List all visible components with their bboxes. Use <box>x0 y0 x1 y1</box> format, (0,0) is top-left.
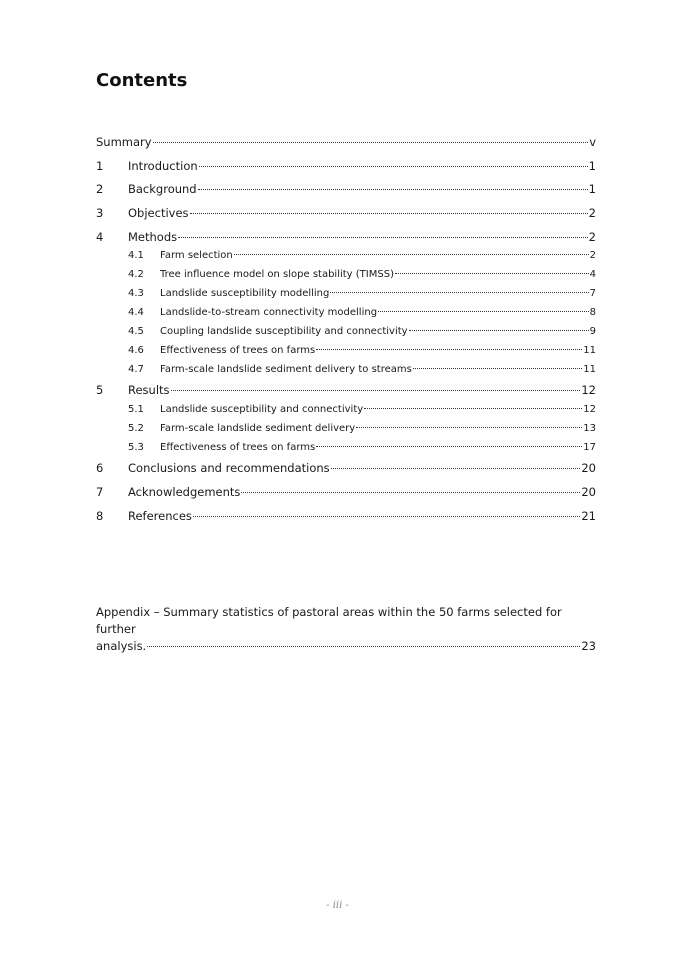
toc-entry-number: 2 <box>96 182 104 197</box>
toc-entry-page-number: 2 <box>588 206 596 221</box>
toc-entry-label: Acknowledgements <box>128 484 241 499</box>
dot-leader <box>234 254 589 255</box>
appendix-label-line1: Appendix – Summary statistics of pastoral areas within the 50 farms selected for further <box>96 605 562 636</box>
toc-entry[interactable] <box>96 363 596 377</box>
toc-entry-page-number: 12 <box>583 404 596 416</box>
toc-entry[interactable] <box>96 344 596 358</box>
dot-leader <box>364 408 582 409</box>
toc-entry-number: 5.1 <box>128 404 144 416</box>
toc-entry-page-number: 4 <box>589 269 596 281</box>
toc-entry-label: Farm selection <box>160 250 233 262</box>
toc-entry[interactable] <box>96 268 596 282</box>
toc-entry[interactable] <box>96 325 596 339</box>
toc-entry-number: 4.2 <box>128 269 144 281</box>
dot-leader <box>190 213 588 214</box>
toc-entry-page-number: 7 <box>589 288 596 300</box>
toc-entry-number: 6 <box>96 461 104 476</box>
toc-entry-number: 1 <box>96 158 104 173</box>
toc-entry-label: Effectiveness of trees on farms <box>160 442 316 454</box>
dot-leader <box>193 516 580 517</box>
toc-entry-label: Farm-scale landslide sediment delivery <box>160 423 356 435</box>
toc-entry-page-number: 1 <box>588 182 596 197</box>
toc-entry-label: Coupling landslide susceptibility and connectivity <box>160 326 408 338</box>
table-of-contents <box>96 134 596 531</box>
dot-leader <box>330 292 588 293</box>
toc-entry-number: 7 <box>96 484 104 499</box>
toc-entry-label: Introduction <box>128 158 198 173</box>
toc-entry-number: 4.7 <box>128 364 144 376</box>
toc-entry-page-number: 11 <box>583 364 596 376</box>
toc-entry-label: Farm-scale landslide sediment delivery to streams <box>160 364 412 376</box>
toc-entry-page-number: v <box>589 135 596 149</box>
dot-leader <box>331 468 581 469</box>
toc-entry[interactable] <box>96 403 596 417</box>
toc-entry-page-number: 1 <box>588 158 596 173</box>
toc-entry[interactable] <box>96 460 596 476</box>
toc-entry-label: Methods <box>128 229 178 244</box>
toc-entry-label: Objectives <box>128 206 189 221</box>
toc-entry-label: Effectiveness of trees on farms <box>160 345 316 357</box>
toc-entry-number: 5 <box>96 383 104 398</box>
toc-entry-label: Landslide susceptibility and connectivity <box>160 404 364 416</box>
dot-leader <box>147 646 580 647</box>
toc-entry[interactable] <box>96 249 596 263</box>
dot-leader <box>153 142 589 143</box>
toc-entry-number: 5.2 <box>128 423 144 435</box>
toc-entry-label: Landslide susceptibility modelling <box>160 288 330 300</box>
dot-leader <box>316 446 582 447</box>
toc-entry-label: Background <box>128 182 197 197</box>
dot-leader <box>409 330 589 331</box>
dot-leader <box>199 166 588 167</box>
toc-entry-page-number: 21 <box>581 508 596 523</box>
dot-leader <box>171 390 581 391</box>
page-title: Contents <box>96 70 188 91</box>
toc-entry-page-number: 17 <box>583 442 596 454</box>
toc-entry[interactable] <box>96 508 596 524</box>
toc-entry[interactable] <box>96 441 596 455</box>
toc-entry-page-number: 20 <box>581 484 596 499</box>
page-footer-number: - iii - <box>326 900 349 911</box>
toc-entry[interactable] <box>96 205 596 221</box>
toc-entry-number: 5.3 <box>128 442 144 454</box>
dot-leader <box>395 273 589 274</box>
dot-leader <box>178 237 588 238</box>
toc-entry-number: 8 <box>96 508 104 523</box>
dot-leader <box>316 349 582 350</box>
toc-entry-page-number: 11 <box>583 345 596 357</box>
toc-entry-label: Conclusions and recommendations <box>128 461 330 476</box>
dot-leader <box>413 368 582 369</box>
toc-entry-label: Results <box>128 383 170 398</box>
toc-entry-page-number: 2 <box>588 229 596 244</box>
dot-leader <box>356 427 582 428</box>
toc-entry-label: References <box>128 508 192 523</box>
appendix-label-line2: analysis. <box>96 639 147 653</box>
toc-entry-page-number: 9 <box>589 326 596 338</box>
toc-entry-page-number: 8 <box>589 307 596 319</box>
appendix-page-number: 23 <box>581 639 596 653</box>
toc-entry-number: 3 <box>96 206 104 221</box>
toc-entry[interactable] <box>96 158 596 174</box>
dot-leader <box>198 189 588 190</box>
toc-entry[interactable] <box>96 181 596 197</box>
toc-entry-number: 4 <box>96 229 104 244</box>
toc-entry-label: Summary <box>96 135 152 149</box>
toc-entry-page-number: 13 <box>583 423 596 435</box>
toc-entry[interactable] <box>96 382 596 398</box>
toc-entry[interactable] <box>96 134 596 150</box>
toc-entry-number: 4.3 <box>128 288 144 300</box>
toc-entry-appendix[interactable] <box>96 604 596 655</box>
toc-entry-page-number: 2 <box>589 250 596 262</box>
toc-entry[interactable] <box>96 484 596 500</box>
toc-entry-number: 4.4 <box>128 307 144 319</box>
dot-leader <box>241 492 580 493</box>
toc-entry[interactable] <box>96 229 596 245</box>
toc-entry[interactable] <box>96 287 596 301</box>
toc-entry-label: Landslide-to-stream connectivity modelling <box>160 307 378 319</box>
toc-entry-number: 4.1 <box>128 250 144 262</box>
toc-entry-label: Tree influence model on slope stability (TIMSS) <box>160 269 394 281</box>
toc-entry-number: 4.5 <box>128 326 144 338</box>
toc-entry-number: 4.6 <box>128 345 144 357</box>
toc-entry[interactable] <box>96 422 596 436</box>
toc-entry-page-number: 12 <box>581 383 596 398</box>
dot-leader <box>378 311 589 312</box>
toc-entry-page-number: 20 <box>581 461 596 476</box>
toc-entry[interactable] <box>96 306 596 320</box>
